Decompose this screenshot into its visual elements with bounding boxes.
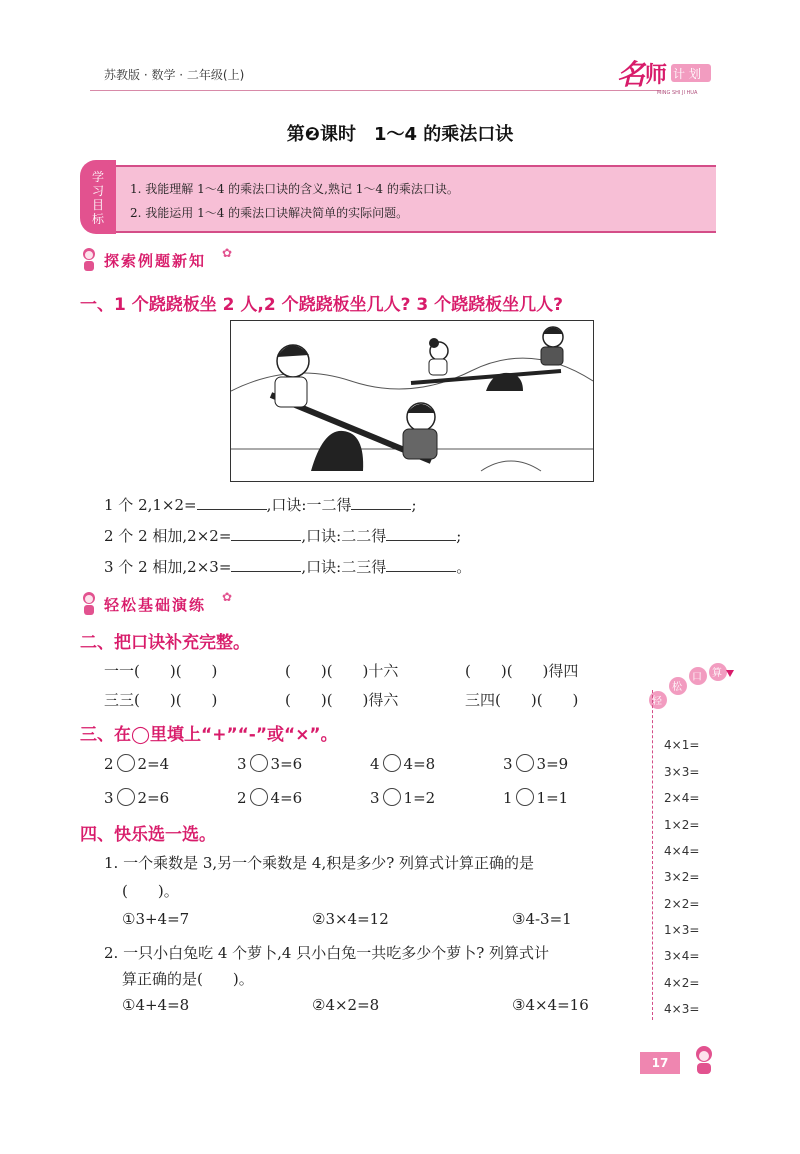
q1-line-2: 2 个 2 相加,2×2= ,口诀:二二得 ; <box>104 524 461 546</box>
q2-cell: 三三( )( ) <box>104 691 218 709</box>
page-number: 17 <box>640 1052 680 1074</box>
operator-circle[interactable] <box>250 754 268 772</box>
answer-blank[interactable] <box>386 524 456 541</box>
q3-expression: 2 2=4 <box>104 755 170 773</box>
q2-cell: ( )( )得四 <box>465 662 579 680</box>
q2-cell: 一一( )( ) <box>104 662 218 680</box>
girl-mascot-icon <box>78 590 100 618</box>
oral-calc-item[interactable]: 4×1= <box>664 738 700 752</box>
q3-expression: 4 4=8 <box>370 755 436 773</box>
operator-circle[interactable] <box>117 788 135 806</box>
oral-calc-item[interactable]: 2×2= <box>664 897 700 911</box>
q3-expression: 1 1=1 <box>503 789 569 807</box>
section-explore-title: 探索例题新知 <box>104 252 207 270</box>
objectives-box <box>112 165 716 233</box>
answer-blank[interactable] <box>351 493 411 510</box>
operator-circle[interactable] <box>117 754 135 772</box>
oral-calc-badge <box>648 662 734 712</box>
brand-logo <box>615 52 715 98</box>
q4-title: 四、快乐选一选。 <box>80 825 216 845</box>
q4-problem-2-answer[interactable]: 算正确的是( )。 <box>122 970 254 988</box>
operator-circle[interactable] <box>516 754 534 772</box>
q2-title: 二、把口诀补充完整。 <box>80 633 250 653</box>
q2-cell: 三四( )( ) <box>465 691 579 709</box>
q4-problem-1: 1. 一个乘数是 3,另一个乘数是 4,积是多少? 列算式计算正确的是 <box>104 854 535 872</box>
mascot-icon <box>690 1044 718 1080</box>
section-practice-title: 轻松基础演练 <box>104 596 207 614</box>
q2-cell: ( )( )十六 <box>285 662 399 680</box>
answer-blank[interactable] <box>231 524 301 541</box>
oral-calc-item[interactable]: 4×4= <box>664 844 700 858</box>
logo-mark: 名 <box>617 58 646 91</box>
oral-calc-label-1: 轻 <box>652 696 662 707</box>
oral-calc-item[interactable]: 1×2= <box>664 818 700 832</box>
svg-text:松: 松 <box>672 682 682 693</box>
q1-line-1: 1 个 2,1×2= ,口诀:一二得 ; <box>104 493 417 515</box>
q4-problem-1-answer[interactable]: ( )。 <box>122 882 179 900</box>
q4-option[interactable]: ③4-3=1 <box>512 910 572 928</box>
q3-expression: 3 2=6 <box>104 789 170 807</box>
logo-mark-2: 师 <box>645 62 668 88</box>
svg-text:计 划: 计 划 <box>673 67 701 81</box>
objective-item-1: 1. 我能理解 1～4 的乘法口诀的含义,熟记 1～4 的乘法口诀。 <box>130 182 459 196</box>
sidebar-divider <box>652 690 653 1020</box>
q3-title: 三、在◯里填上“+”“-”或“×”。 <box>80 725 338 745</box>
operator-circle[interactable] <box>383 754 401 772</box>
q3-expression: 3 3=9 <box>503 755 569 773</box>
svg-text:算: 算 <box>712 668 722 679</box>
flower-icon: ✿ <box>222 590 233 604</box>
q3-expression: 3 3=6 <box>237 755 303 773</box>
flower-icon: ✿ <box>222 246 233 260</box>
operator-circle[interactable] <box>250 788 268 806</box>
svg-text:MING SHI JI HUA: MING SHI JI HUA <box>657 90 698 96</box>
q4-option[interactable]: ①3+4=7 <box>122 910 190 928</box>
oral-calc-item[interactable]: 4×2= <box>664 976 700 990</box>
oral-calc-item[interactable]: 3×3= <box>664 765 700 779</box>
oral-calc-item[interactable]: 1×3= <box>664 923 700 937</box>
header-rule <box>90 90 660 91</box>
q3-expression: 3 1=2 <box>370 789 436 807</box>
q3-expression: 2 4=6 <box>237 789 303 807</box>
q4-option[interactable]: ②3×4=12 <box>312 910 389 928</box>
objective-item-2: 2. 我能运用 1～4 的乘法口诀解决简单的实际问题。 <box>130 206 409 220</box>
oral-calc-item[interactable]: 3×4= <box>664 949 700 963</box>
q4-option[interactable]: ②4×2=8 <box>312 996 380 1014</box>
q1-line-3: 3 个 2 相加,2×3= ,口诀:二三得 。 <box>104 555 471 577</box>
book-label: 苏教版 · 数学 · 二年级(上) <box>104 68 245 82</box>
q4-option[interactable]: ③4×4=16 <box>512 996 589 1014</box>
q1-title: 一、1 个跷跷板坐 2 人,2 个跷跷板坐几人? 3 个跷跷板坐几人? <box>80 295 564 315</box>
oral-calc-item[interactable]: 2×4= <box>664 791 700 805</box>
q4-option[interactable]: ①4+4=8 <box>122 996 190 1014</box>
seesaw-illustration <box>230 320 594 482</box>
operator-circle[interactable] <box>516 788 534 806</box>
answer-blank[interactable] <box>386 555 456 572</box>
objectives-tab: 学习目标 <box>80 160 116 234</box>
answer-blank[interactable] <box>197 493 267 510</box>
answer-blank[interactable] <box>231 555 301 572</box>
girl-mascot-icon <box>78 246 100 274</box>
page-title: 第❷课时 1～4 的乘法口诀 <box>286 124 514 145</box>
q2-cell: ( )( )得六 <box>285 691 399 709</box>
svg-text:口: 口 <box>692 672 702 683</box>
q4-problem-2: 2. 一只小白兔吃 4 个萝卜,4 只小白兔一共吃多少个萝卜? 列算式计 <box>104 944 550 962</box>
oral-calc-item[interactable]: 3×2= <box>664 870 700 884</box>
oral-calc-item[interactable]: 4×3= <box>664 1002 700 1016</box>
operator-circle[interactable] <box>383 788 401 806</box>
